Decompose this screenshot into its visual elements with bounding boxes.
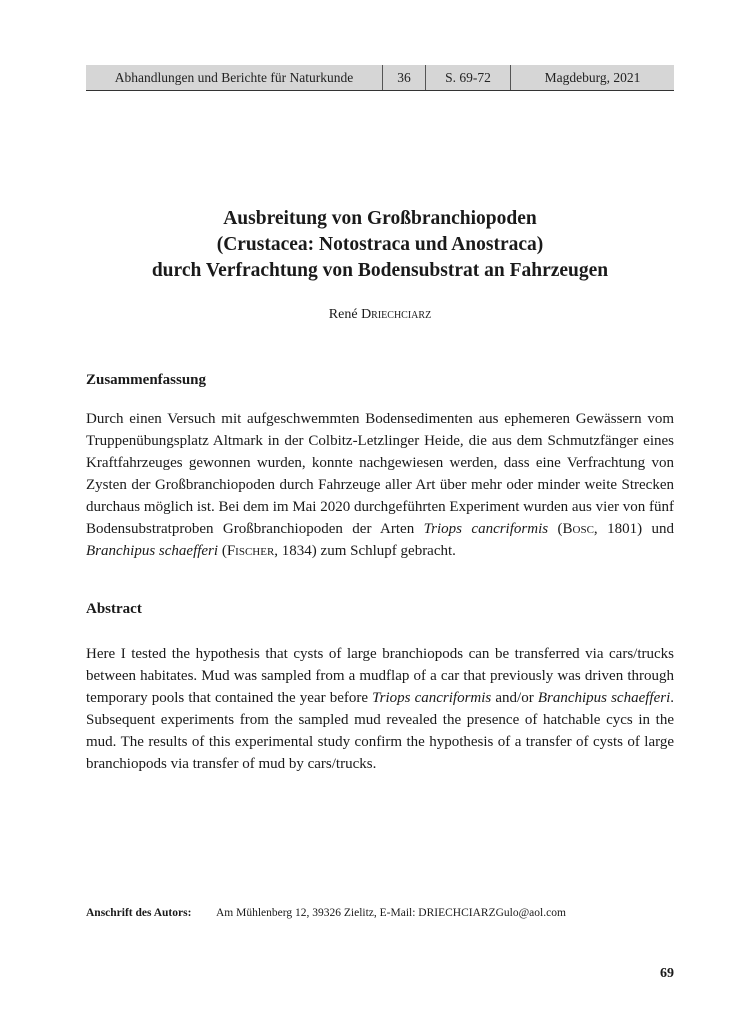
author-first-name: René	[328, 307, 358, 322]
address-label: Anschrift des Autors:	[86, 907, 192, 919]
title-line-1: Ausbreitung von Großbranchiopoden	[223, 208, 537, 229]
abstract-heading: Abstract	[86, 601, 142, 617]
abs-species-triops: Triops cancriformis	[372, 690, 492, 706]
zf-species-branchipus: Branchipus schaefferi	[86, 543, 219, 559]
zf-author-fischer: Fischer	[226, 543, 275, 559]
zf-text-3: , 1801) und	[593, 521, 674, 537]
journal-name: Abhandlungen und Berichte für Naturkunde	[86, 65, 383, 90]
author-last-name: Driechciarz	[361, 307, 432, 322]
journal-place-year: Magdeburg, 2021	[544, 69, 641, 85]
zf-text-2: (	[548, 521, 563, 537]
author-line	[86, 307, 674, 323]
article-title	[86, 206, 674, 284]
zf-author-bosc: Bosc	[562, 521, 594, 537]
zf-text-1: Durch einen Versuch mit aufgeschwemmten Bodensedimenten aus ephemeren Gewässern vom Truppenübungsplatz Altmark in der Colbitz-Letzlinger Heide, die aus dem Schmutzfänger eines Kraftfahrzeuges gewonnen wurden, konnte nachgewiesen werden, dass eine Verfrachtung von Zysten der Großbranchiopoden durch Fahrzeuge aller Art über mehr oder minder weite Strecken durchaus möglich ist. Bei dem im Mai 2020 durchgeführten Experiment wurden aus vier von fünf Bodensubstratproben Großbranchiopoden der Arten	[86, 411, 674, 537]
author-address	[86, 907, 674, 919]
page-number: 69	[660, 966, 674, 981]
zf-text-4: (	[218, 543, 227, 559]
zf-species-triops: Triops cancriformis	[423, 521, 549, 537]
journal-header	[86, 65, 674, 91]
zf-text-5: , 1834) zum Schlupf gebracht.	[274, 543, 456, 559]
journal-volume: 36	[383, 65, 426, 90]
title-line-3: durch Verfrachtung von Bodensubstrat an Fahrzeugen	[151, 260, 609, 281]
zusammenfassung-heading: Zusammenfassung	[86, 372, 207, 388]
abs-text-3: . Subsequent experiments from the sampled mud revealed the presence of hatchable cycs in the mud. The results of this experimental study confirm the hypothesis of a transfer of cysts of large branchiopods via transfer of mud by cars/trucks.	[86, 690, 674, 772]
title-line-2: (Crustacea: Notostraca und Anostraca)	[216, 234, 544, 255]
zusammenfassung-text	[86, 408, 674, 562]
abs-text-1: Here I tested the hypothesis that cysts of large branchiopods can be transferred via cars/trucks between habitates. Mud was sampled from a mudflap of a car that previously was driven through temporary pools that contained the year before	[86, 646, 674, 706]
abstract-text	[86, 643, 674, 775]
address-text: Am Mühlenberg 12, 39326 Zielitz, E-Mail: DRIECHCIARZGulo@aol.com	[216, 907, 566, 919]
journal-pages: S. 69-72	[426, 65, 511, 90]
abs-text-2: and/or	[491, 690, 538, 706]
abs-species-branchipus: Branchipus schaefferi	[537, 690, 671, 706]
